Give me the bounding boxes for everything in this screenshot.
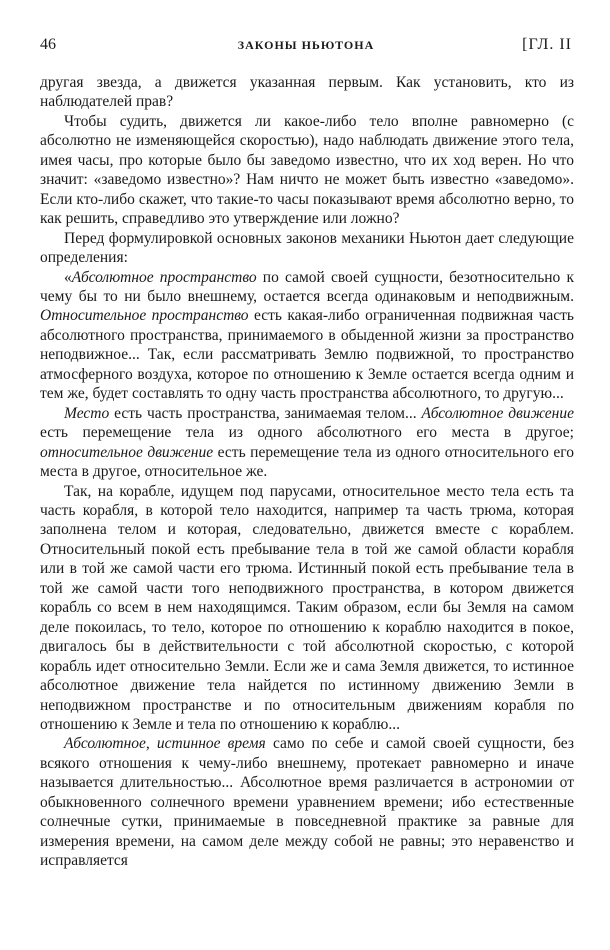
italic-term: Место <box>64 404 110 422</box>
page-header <box>40 36 572 58</box>
paragraph <box>40 229 574 268</box>
text-segment: Так, на корабле, идущем под парусами, относительное место тела есть та часть корабля, в которой тело находится, например та часть трюма, которая заполнена телом и которая, следовательно, движется вместе с кораблем. Относительный покой есть пребывание тела в той же самой области корабля или в той же самой части его трюма. Истинный покой есть пребывание тела в той же самой части того неподвижного пространства, в котором движется корабль со всем в нем находящимся. Таким образом, если бы Земля на самом деле покоилась, то тело, которое по отношению к кораблю находится в покое, двигалось бы в действительности с той абсолютной скоростью, с которой корабль идет относительно Земли. Если же и сама Земля движется, то истинное абсолютное движение тела найдется по истинному движению Земли в неподвижном пространстве и по относительным движениям корабля по отношению к Земле и тела по отношению к кораблю... <box>40 482 574 733</box>
body-text <box>40 73 574 871</box>
paragraph <box>40 482 574 735</box>
paragraph <box>40 268 574 404</box>
chapter-label: [ГЛ. II <box>522 36 572 53</box>
paragraph <box>40 73 574 112</box>
text-segment: Перед формулировкой основных законов механики Ньютон дает следующие определения: <box>40 229 574 267</box>
paragraph <box>40 112 574 229</box>
italic-term: Абсолютное движение <box>421 404 574 422</box>
text-segment: само по себе и самой своей сущности, без всякого отношения к чему-либо внешнему, протекает равномерно и иначе называется длительностью... Абсолютное время различается в астрономии от обыкновенного солнечного времени уравнением времени; ибо естественные солнечные сутки, принимаемые в повседневной практике за равные для измерения времени, на самом деле между собой не равны; это неравенство и исправляется <box>40 735 574 870</box>
italic-term: Относительное пространство <box>40 307 249 325</box>
italic-term: Абсолютное пространство <box>71 268 257 286</box>
italic-term: относительное движение <box>40 443 214 461</box>
page-number: 46 <box>40 36 56 53</box>
text-segment: есть перемещение тела из одного относительного его места в другое, относительное же. <box>40 443 575 481</box>
text-segment: другая звезда, а движется указанная первым. Как установить, кто из наблюдателей прав? <box>40 74 574 111</box>
text-segment: есть какая-либо ограниченная подвижная часть абсолютного пространства, принимаемого в обыденной жизни за пространство неподвижное... Так, если рассматривать Землю подвижной, то пространство атмосферного воздуха, которое по отношению к Земле остается всегда одним и тем же, будет составлять то одну часть пространства абсолютного, то другую... <box>40 307 574 403</box>
text-segment: « <box>64 268 72 286</box>
paragraph <box>40 404 574 482</box>
text-segment: по самой своей сущности, безотносительно к чему бы то ни было внешнему, остается всегда одинаковым и неподвижным. <box>40 268 574 305</box>
paragraph <box>40 734 574 870</box>
text-segment: есть часть пространства, занимаемая телом... <box>109 404 422 422</box>
text-segment: есть перемещение тела из одного абсолютного его места в другое; <box>40 424 574 442</box>
running-title: ЗАКОНЫ НЬЮТОНА <box>237 38 375 52</box>
italic-term: Абсолютное, истинное время <box>64 735 266 753</box>
text-segment: Чтобы судить, движется ли какое-либо тело вполне равномерно (с абсолютно не изменяющейся скоростью), надо наблюдать движение этого тела, имея часы, про которые было бы заведомо известно, что их ход верен. Но что значит: «заведомо известно»? Нам ничто не может быть известно «заведомо». Если кто-либо скажет, что такие-то часы показывают время абсолютно верно, то как решить, справедливо это утверждение или ложно? <box>40 112 574 228</box>
